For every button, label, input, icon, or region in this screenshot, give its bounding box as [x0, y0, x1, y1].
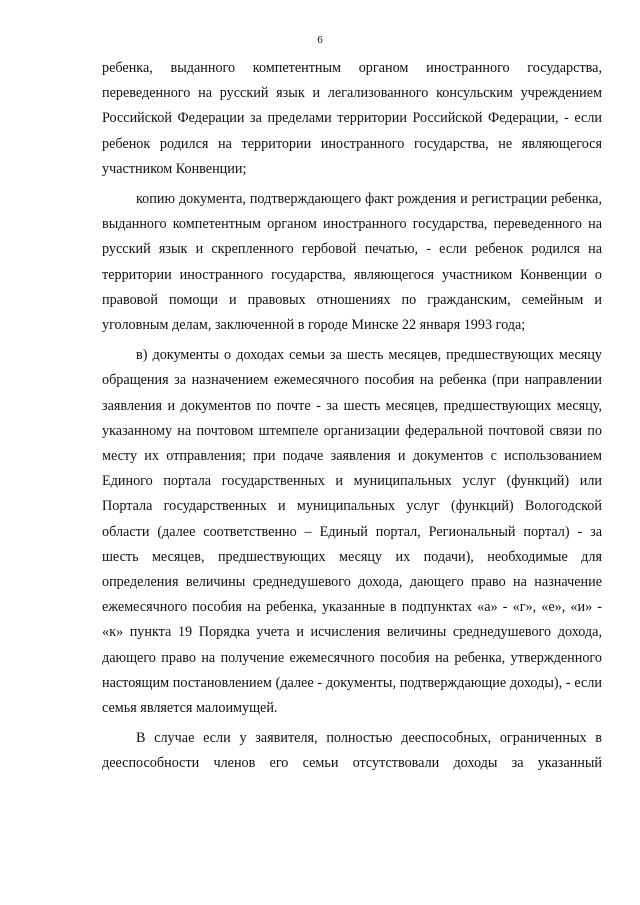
document-body	[102, 56, 602, 777]
paragraph-no-income: В случае если у заявителя, полностью дееспособных, ограниченных в дееспособности членов его семьи отсутствовали доходы за указанный	[102, 730, 602, 772]
page-number: 6	[317, 34, 323, 46]
paragraph-income-documents: в) документы о доходах семьи за шесть месяцев, предшествующих месяцу обращения за назначением ежемесячного пособия на ребенка (при направлении заявления и документов по почте - за шесть месяцев, предшествующих месяцу, указанному на почтовом штемпеле организации федеральной почтовой связи по месту их отправления; при подаче заявления и документов с использованием Единого портала государственных и муниципальных услуг (функций) или Портала государственных и муниципальных услуг (функций) Вологодской области (далее соответственно – Единый портал, Региональный портал) - за шесть месяцев, предшествующих месяцу их подачи), необходимые для определения величины среднедушевого дохода, дающего право на назначение ежемесячного пособия на ребенка, указанные в подпунктах «а» - «г», «е», «и» - «к» пункта 19 Порядка учета и исчисления величины среднедушевого дохода, дающего право на получение ежемесячного пособия на ребенка, утвержденного настоящим постановлением (далее - документы, подтверждающие доходы), - если семья является малоимущей.	[102, 347, 602, 717]
paragraph-continuation: ребенка, выданного компетентным органом иностранного государства, переведенного на русский язык и легализованного консульским учреждением Российской Федерации за пределами территории Российской Федерации, - если ребенок родился на территории иностранного государства, не являющегося участником Конвенции;	[102, 60, 602, 177]
paragraph-birth-document: копию документа, подтверждающего факт рождения и регистрации ребенка, выданного компетентным органом иностранного государства, переведенного на русский язык и скрепленного гербовой печатью, - если ребенок родился на территории иностранного государства, являющегося участником Конвенции о правовой помощи и правовых отношениях по гражданским, семейным и уголовным делам, заключенной в городе Минске 22 января 1993 года;	[102, 191, 602, 334]
